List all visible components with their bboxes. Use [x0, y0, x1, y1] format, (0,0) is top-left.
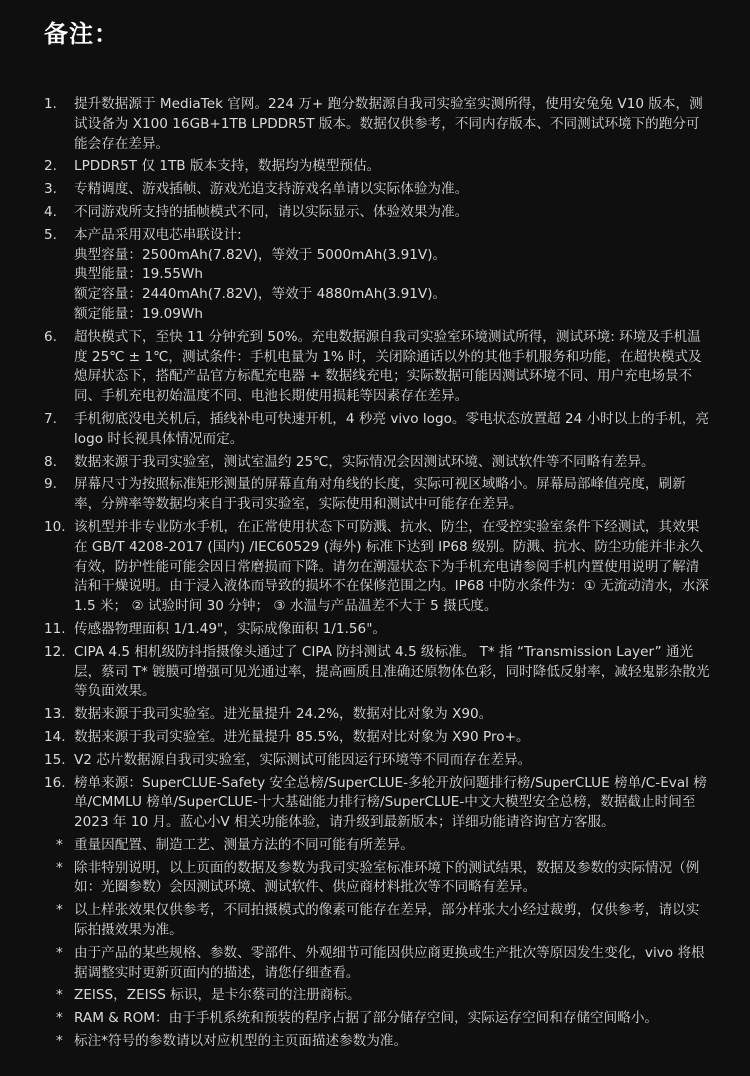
star-note-text: 除非特别说明，以上页面的数据及参数为我司实验室标准环境下的测试结果，数据及参数的实际情况（例如：光圈参数）会因测试环境、测试软件、供应商材料批次等不同略有差异。 — [74, 859, 700, 896]
note-number: 9. — [44, 476, 57, 493]
typical-capacity-line: 典型容量：2500mAh(7.82V)，等效于 5000mAh(3.91V)。 — [74, 246, 447, 263]
note-item-2 — [44, 157, 710, 177]
star-note-text: RAM & ROM：由于手机系统和预装的程序占据了部分储存空间，实际运存空间和存储空间略小。 — [74, 1010, 659, 1027]
star-note-1 — [44, 836, 710, 856]
note-item-11 — [44, 620, 710, 640]
note-item-16 — [44, 774, 710, 833]
note-text: 不同游戏所支持的插帧模式不同，请以实际显示、体验效果为准。 — [74, 203, 469, 220]
rated-capacity-line: 额定容量：2440mAh(7.82V)，等效于 4880mAh(3.91V)。 — [74, 286, 447, 303]
note-number: 14. — [44, 728, 66, 745]
rated-energy-line: 额定能量：19.09Wh — [74, 305, 203, 322]
asterisk-mark: * — [56, 1010, 63, 1027]
note-item-12 — [44, 643, 710, 702]
note-item-6 — [44, 328, 710, 407]
page-title: 备注： — [44, 20, 119, 48]
note-item-1 — [44, 95, 710, 154]
note-item-8 — [44, 453, 710, 473]
note-item-14 — [44, 728, 710, 748]
note-text: 榜单来源：SuperCLUE-Safety 安全总榜/SuperCLUE-多轮开放问题排行榜/SuperCLUE 榜单/C-Eval 榜单/CMMLU 榜单/SuperCLUE-十大基础能力排行榜/SuperCLUE-中文大模型安全总榜，数据截止时间至 2023 年 10 月。蓝心小V 相关功能体验，请升级到最新版本；详细功能请咨询官方客服。 — [74, 774, 707, 831]
note-number: 11. — [44, 620, 66, 637]
note-text: 屏幕尺寸为按照标准矩形测量的屏幕直角对角线的长度，实际可视区域略小。屏幕局部峰值亮度，刷新率，分辨率等数据均来自于我司实验室，实际使用和测试中可能存在差异。 — [74, 476, 686, 513]
asterisk-mark: * — [56, 836, 63, 853]
note-item-5 — [44, 226, 710, 325]
star-note-text: ZEISS，ZEISS 标识，是卡尔蔡司的注册商标。 — [74, 987, 361, 1004]
note-number: 7. — [44, 410, 57, 427]
star-note-4 — [44, 944, 710, 984]
battery-design-line: 本产品采用双电芯串联设计: — [74, 226, 242, 243]
note-item-15 — [44, 751, 710, 771]
note-text: 手机彻底没电关机后，插线补电可快速开机，4 秒亮 vivo logo。零电状态放置超 24 小时以上的手机，亮 logo 时长视具体情况而定。 — [74, 410, 709, 447]
note-item-9 — [44, 475, 710, 515]
note-number: 8. — [44, 453, 57, 470]
star-note-3 — [44, 901, 710, 941]
note-item-4 — [44, 203, 710, 223]
star-note-2 — [44, 859, 710, 899]
note-number: 15. — [44, 751, 66, 768]
numbered-notes-list — [44, 95, 710, 833]
note-text: 超快模式下，至快 11 分钟充到 50%。充电数据源自我司实验室环境测试所得，测试环境: 环境及手机温度 25℃ ± 1℃，测试条件：手机电量为 1% 时，关闭除通话以外的其他手机服务和功能，在超快模式及熄屏状态下，搭配产品官方标配充电器 + 数据线充电；实际数据可能因测试环境不同、用户充电场景不同、手机充电初始温度不同、电池长期使用损耗等因素存在差异。 — [74, 328, 702, 405]
star-note-text: 由于产品的某些规格、参数、零部件、外观细节可能因供应商更换或生产批次等原因发生变化，vivo 将根据调整实时更新页面内的描述，请您仔细查看。 — [74, 944, 705, 981]
note-item-7 — [44, 410, 710, 450]
note-text: 专精调度、游戏插帧、游戏光追支持游戏名单请以实际体验为准。 — [74, 181, 469, 198]
star-note-text: 重量因配置、制造工艺、测量方法的不同可能有所差异。 — [74, 836, 414, 853]
note-item-3 — [44, 180, 710, 200]
note-number: 16. — [44, 774, 66, 791]
note-text: 数据来源于我司实验室。进光量提升 24.2%，数据对比对象为 X90。 — [74, 706, 493, 723]
star-note-5 — [44, 986, 710, 1006]
star-note-text: 标注*符号的参数请以对应机型的主页面描述参数为准。 — [74, 1033, 408, 1050]
star-note-6 — [44, 1009, 710, 1029]
note-text: 数据来源于我司实验室，测试室温约 25℃，实际情况会因测试环境、测试软件等不同略有差异。 — [74, 453, 655, 470]
asterisk-mark: * — [56, 1033, 63, 1050]
note-item-10 — [44, 518, 710, 617]
note-number: 3. — [44, 181, 57, 198]
note-text: V2 芯片数据源自我司实验室，实际测试可能因运行环境等不同而存在差异。 — [74, 751, 532, 768]
star-note-7 — [44, 1032, 710, 1052]
note-text: 提升数据源于 MediaTek 官网。224 万+ 跑分数据源自我司实验室实测所得，使用安兔兔 V10 版本，测试设备为 X100 16GB+1TB LPDDR5T 版本。数据仅供参考，不同内存版本、不同测试环境下的跑分可能会存在差异。 — [74, 96, 703, 152]
note-text: LPDDR5T 仅 1TB 版本支持，数据均为模型预估。 — [74, 158, 381, 175]
note-number: 13. — [44, 706, 66, 723]
note-number: 6. — [44, 328, 57, 345]
note-text: 该机型并非专业防水手机，在正常使用状态下可防溅、抗水、防尘，在受控实验室条件下经测试，其效果在 GB/T 4208-2017 (国内) /IEC60529 (海外) 标准下达到 IP68 级别。防溅、抗水、防尘功能并非永久有效，防护性能可能会因日常磨损而下降。请勿在潮湿状态下为手机充电请参阅手机内置使用说明了解清洁和干燥说明。由于浸入液体而导致的损坏不在保修范围之内。IP68 中防水条件为：① 无流动清水，水深 1.5 米； ② 试验时间 30 分钟； ③ 水温与产品温差不大于 5 摄氏度。 — [74, 518, 709, 615]
note-number: 5. — [44, 226, 57, 243]
note-text: 数据来源于我司实验室。进光量提升 85.5%，数据对比对象为 X90 Pro+。 — [74, 728, 530, 745]
note-text: 传感器物理面积 1/1.49"，实际成像面积 1/1.56"。 — [74, 620, 387, 637]
asterisk-mark: * — [56, 859, 63, 876]
star-note-text: 以上样张效果仅供参考，不同拍摄模式的像素可能存在差异，部分样张大小经过裁剪，仅供参考，请以实际拍摄效果为准。 — [74, 902, 700, 939]
note-number: 10. — [44, 518, 66, 535]
note-number: 2. — [44, 158, 57, 175]
asterisk-notes-list — [44, 836, 710, 1052]
note-number: 1. — [44, 96, 57, 112]
typical-energy-line: 典型能量：19.55Wh — [74, 266, 203, 283]
note-number: 12. — [44, 643, 66, 660]
note-number: 4. — [44, 203, 57, 220]
note-text: CIPA 4.5 相机级防抖指摄像头通过了 CIPA 防抖测试 4.5 级标准。 T* 指 “Transmission Layer” 通光层，蔡司 T* 镀膜可增强可见光通过率，提高画质且准确还原物体色彩，同时降低反射率，减轻鬼影杂散光等负面效果。 — [74, 643, 710, 700]
asterisk-mark: * — [56, 944, 63, 961]
note-item-13 — [44, 705, 710, 725]
asterisk-mark: * — [56, 902, 63, 919]
asterisk-mark: * — [56, 987, 63, 1004]
